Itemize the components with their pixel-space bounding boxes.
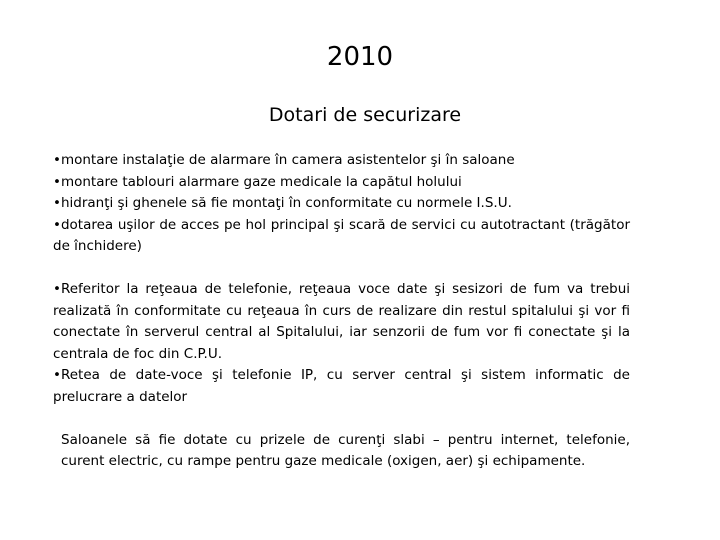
bullet-item: •Referitor la reţeaua de telefonie, reţeaua voce date şi sesizori de fum va trebui realizată în conformitate cu reţeaua în curs de realizare din restul spitalului şi vor fi conectate în serverul central al Spitalului, iar senzorii de fum vor fi conectate şi la centrala de foc din C.P.U. — [53, 280, 630, 362]
bullet-item: •hidranţi şi ghenele să fie montaţi în conformitate cu normele I.S.U. — [53, 195, 512, 212]
bullet-item: •Retea de date-voce şi telefonie IP, cu server central şi sistem informatic de prelucrare a datelor — [53, 367, 630, 405]
slide-body — [53, 150, 630, 473]
bullet-item: •dotarea uşilor de acces pe hol principal şi scară de servici cu autotractant (trăgător de închidere) — [53, 216, 630, 255]
bullet-item: •montare tablouri alarmare gaze medicale la capătul holului — [53, 173, 462, 190]
closing-paragraph: Saloanele să fie dotate cu prizele de curenţi slabi – pentru internet, telefonie, curent electric, cu rampe pentru gaze medicale (oxigen, aer) şi echipamente. — [61, 431, 630, 470]
slide-subtitle: Dotari de securizare — [268, 104, 462, 126]
slide-title-year: 2010 — [326, 42, 394, 72]
spacer — [53, 258, 630, 279]
spacer — [53, 409, 630, 430]
bullet-item: •montare instalaţie de alarmare în camera asistentelor şi în saloane — [53, 152, 515, 168]
